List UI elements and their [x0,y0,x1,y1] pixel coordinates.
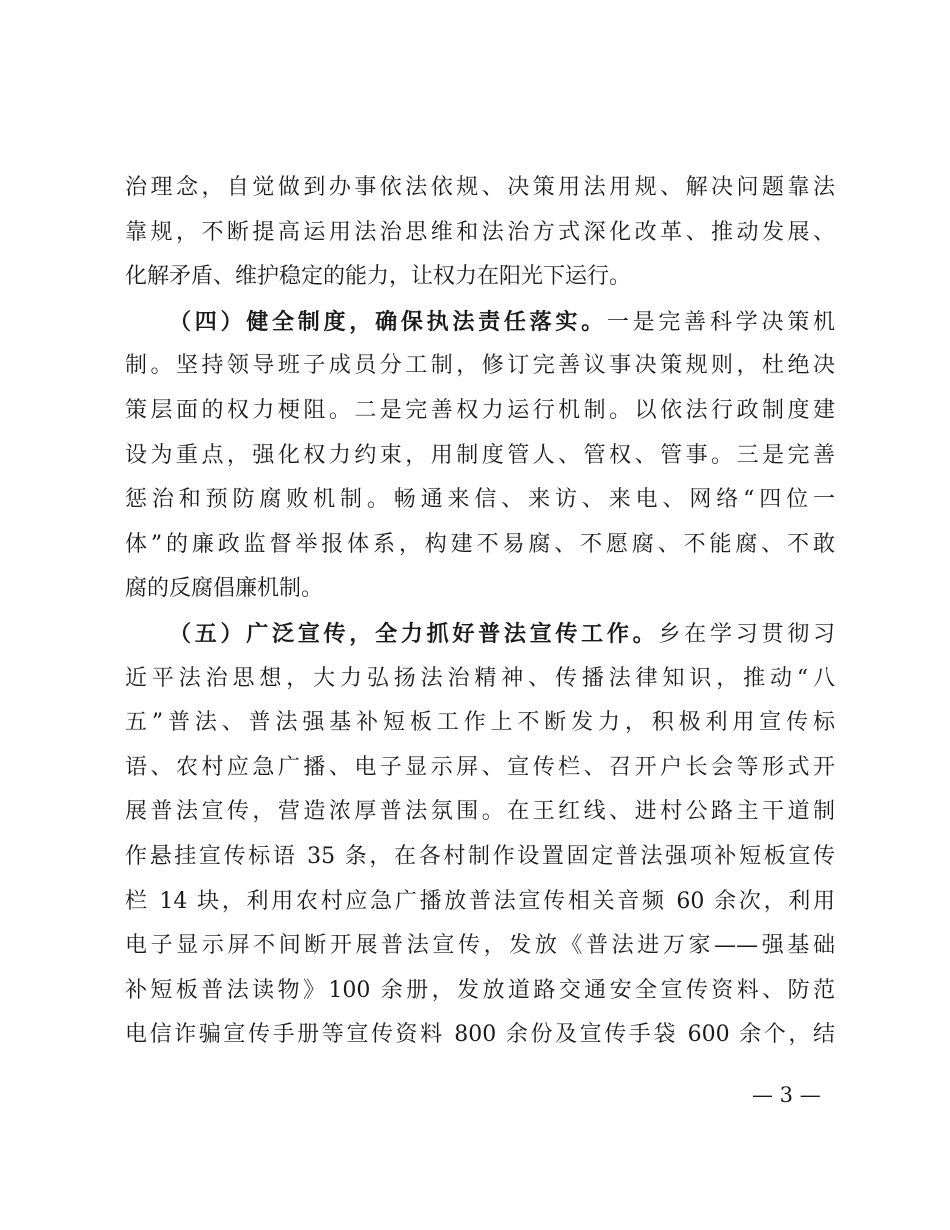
section-five-first-line-text: 乡在学习贯彻习 [658,621,835,647]
text-line: 近平法治思想，大力弘扬法治精神、传播法律知识，推动“八 [125,665,835,691]
text-line: 语、农村应急广播、电子显示屏、宣传栏、召开户长会等形式开 [125,754,835,780]
text-line: 补短板普法读物》100 余册，发放道路交通安全宣传资料、防范 [125,977,835,1003]
text-line: 作悬挂宣传标语 35 条，在各村制作设置固定普法强项补短板宣传 [125,843,835,869]
section-four-heading: （四）健全制度，确保执法责任落实。 [169,308,607,335]
text-line: 栏 14 块，利用农村应急广播放普法宣传相关音频 60 余次，利用 [125,888,835,914]
text-line: 策层面的权力梗阻。二是完善权力运行机制。以依法行政制度建 [125,397,835,423]
section-four-first-line-text: 一是完善科学决策机 [606,309,835,335]
text-line: 电子显示屏不间断开展普法宣传，发放《普法进万家——强基础 [125,933,835,959]
text-line: 靠规，不断提高运用法治思维和法治方式深化改革、推动发展、 [125,219,835,245]
text-line: 治理念，自觉做到办事依法依规、决策用法用规、解决问题靠法 [125,175,835,200]
text-line: 惩治和预防腐败机制。畅通来信、来访、来电、网络“四位一 [125,487,835,513]
section-four-first-line [125,300,835,345]
text-line: 设为重点，强化权力约束，用制度管人、管权、管事。三是完善 [125,442,835,468]
text-line: 腐的反腐倡廉机制。 [125,576,324,602]
text-line: 体”的廉政监督举报体系，构建不易腐、不愿腐、不能腐、不敢 [125,531,835,557]
text-line: 制。坚持领导班子成员分工制，修订完善议事决策规则，杜绝决 [125,353,835,379]
page-number: — 3 — [752,1083,821,1107]
text-line: 五”普法、普法强基补短板工作上不断发力，积极利用宣传标 [125,710,835,736]
section-five-first-line [125,612,835,657]
text-line: 电信诈骗宣传手册等宣传资料 800 余份及宣传手袋 600 余个，结 [125,1022,835,1048]
text-line: 化解矛盾、维护稳定的能力，让权力在阳光下运行。 [125,264,632,290]
section-five-heading: （五）广泛宣传，全力抓好普法宣传工作。 [169,620,659,647]
document-page [125,166,835,1058]
text-line: 展普法宣传，营造浓厚普法氛围。在王红线、进村公路主干道制 [125,799,835,825]
